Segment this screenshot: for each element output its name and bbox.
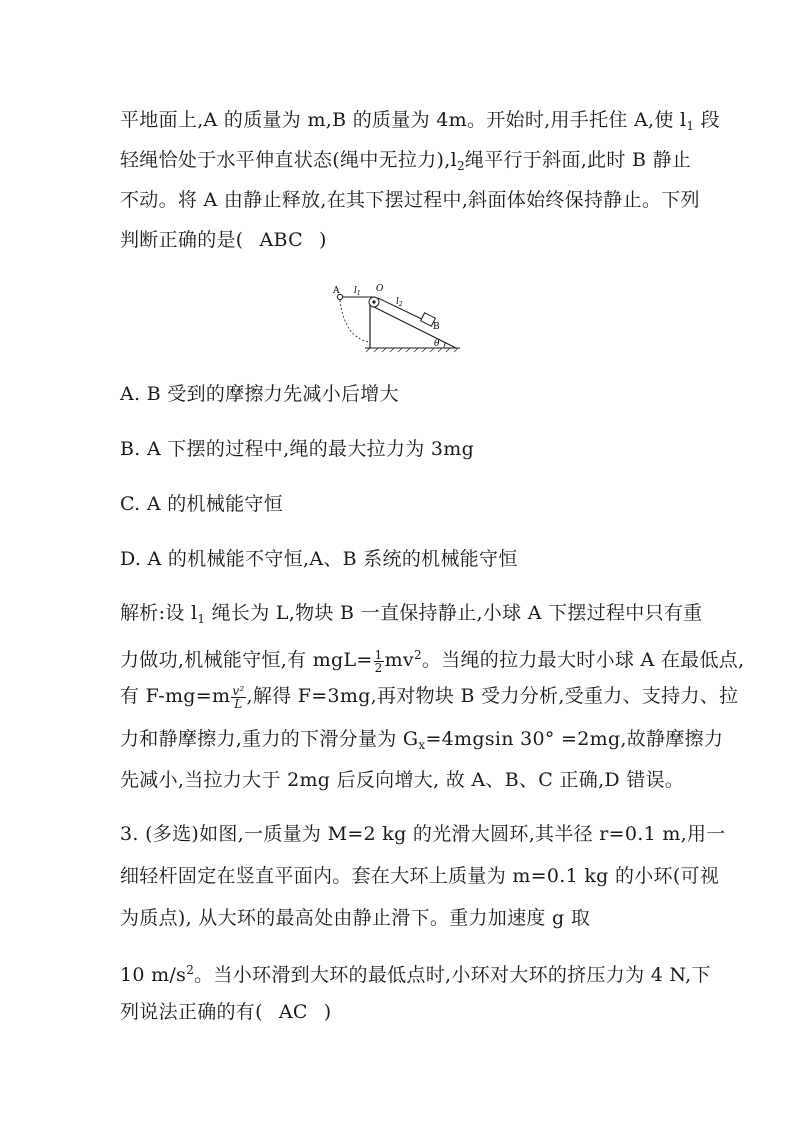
ground-hatch [366, 348, 458, 352]
label-O: O [376, 284, 384, 294]
problem3-line5: 列说法正确的有( AC ) [120, 1001, 332, 1023]
fraction-v2-over-L: $\frac{\text{v²}}{L}$ [232, 683, 245, 711]
problem2-stem-line4: 判断正确的是( ABC ) [120, 229, 327, 251]
problem2-stem-line3: 不动。将 A 由静止释放,在其下摆过程中,斜面体始终保持静止。下列 [120, 189, 700, 211]
label-A: A [333, 286, 340, 296]
analysis-line4: 力和静摩擦力,重力的下滑分量为 $G_x=4mgsin$ 30° =2mg,故静摩擦力 [120, 728, 724, 752]
analysis-line5: 先减小,当拉力大于 2mg 后反向增大, 故 A、B、C 正确,D 错误。 [120, 769, 685, 791]
analysis-line2: 力做功,机械能守恒,有 mgL= $\frac{1}{2}$ $mv^2$。当绳的拉力最大时小球 A 在最低点, [120, 647, 745, 675]
label-l2: $l_2$ [396, 297, 403, 308]
pulley-axle [372, 300, 375, 303]
fraction-one-half: $\frac{1}{2}$ [374, 647, 383, 675]
label-l1: $l_1$ [354, 286, 361, 297]
problem3-line3: 为质点), 从大环的最高处由静止滑下。重力加速度 g 取 [120, 907, 591, 929]
problem2-stem-line2: 轻绳恰处于水平伸直状态(绳中无拉力)$,l_2$绳平行于斜面,此时 B 静止 [120, 149, 692, 173]
label-theta: θ [434, 339, 440, 349]
problem3-line1: 3. (多选)如图,一质量为 M=2 kg 的光滑大圆环,其半径 r=0.1 m,用一 [120, 823, 726, 845]
incline-slope [370, 305, 456, 348]
option-d: D. A 的机械能不守恒,A、B 系统的机械能守恒 [120, 548, 518, 570]
problem3-line2: 细轻杆固定在竖直平面内。套在大环上质量为 m=0.1 kg 的小环(可视 [120, 865, 720, 887]
swing-arc [340, 300, 368, 342]
option-b: B. A 下摆的过程中,绳的最大拉力为 3mg [120, 438, 475, 460]
problem3-line4: 10 $m/s^2$。当小环滑到大环的最低点时,小环对大环的挤压力为 4 N,下 [120, 963, 711, 986]
problem2-stem-line1: 平地面上,A 的质量为 m,B 的质量为 4m。开始时,用手托住 A,使 $l_1$ 段 [120, 109, 720, 133]
analysis-line3: 有 F-mg=m $\frac{\text{v²}}{L}$ ,解得 F=3mg,再对物块 B 受力分析,受重力、支持力、拉 [120, 683, 739, 711]
option-c: C. A 的机械能守恒 [120, 493, 284, 515]
problem2-answer: ABC [259, 229, 303, 251]
label-B: B [433, 322, 440, 332]
option-a: A. B 受到的摩擦力先减小后增大 [120, 383, 399, 405]
problem3-answer: AC [278, 1001, 308, 1023]
incline-pulley-figure [330, 278, 462, 354]
analysis-line1: 解析:设 $l_1$ 绳长为 L,物块 B 一直保持静止,小球 A 下摆过程中只有重 [120, 602, 703, 626]
